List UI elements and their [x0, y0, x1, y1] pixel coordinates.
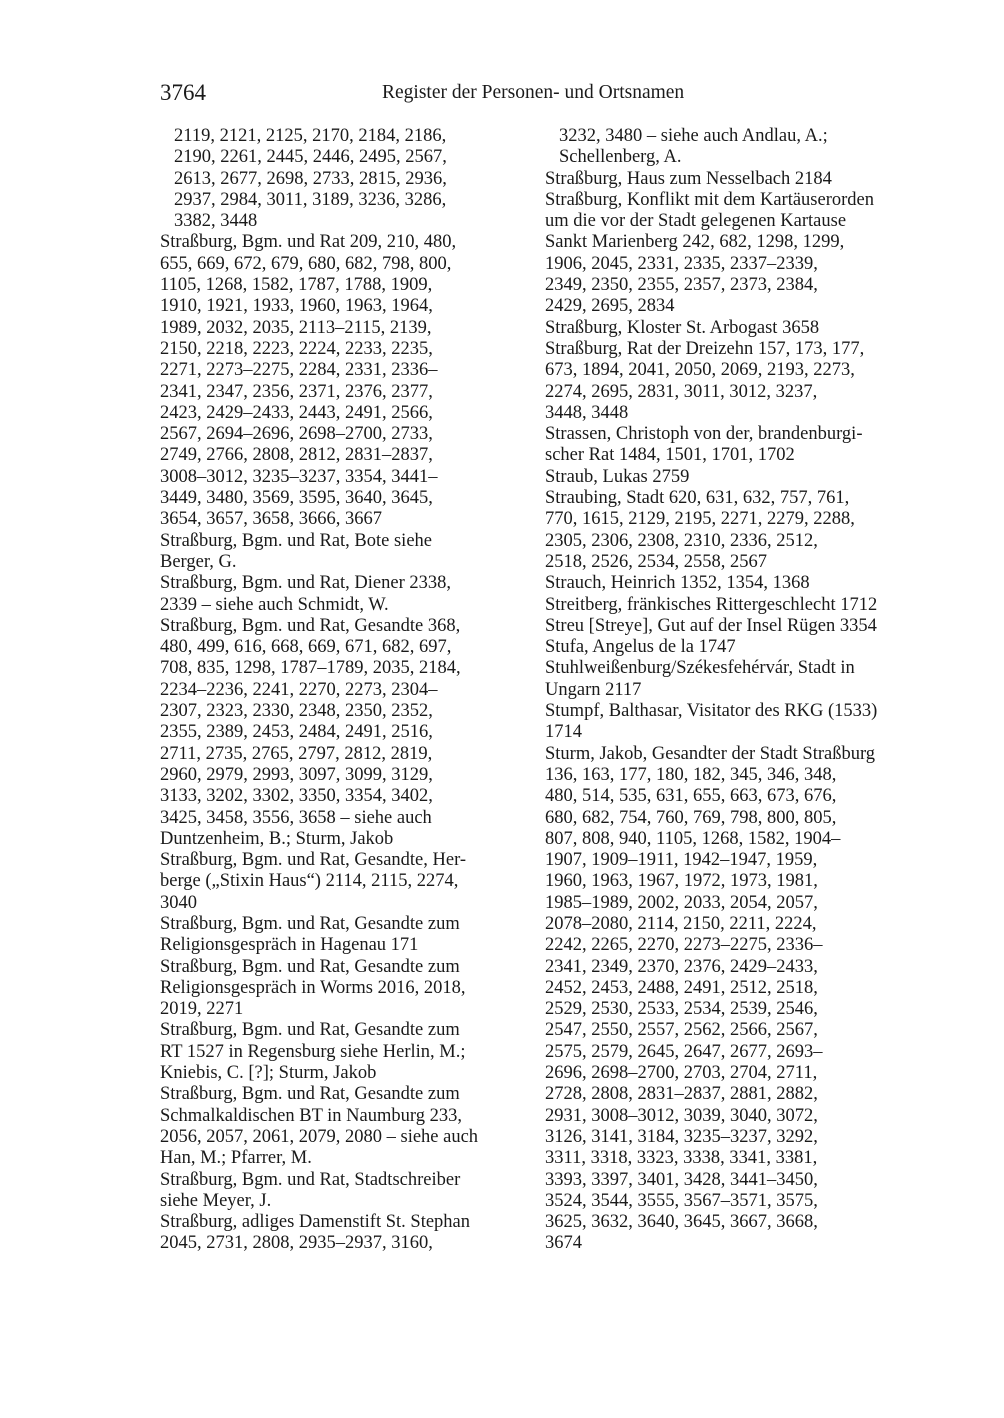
- index-entry-line: 3625, 3632, 3640, 3645, 3667, 3668,: [545, 1212, 818, 1233]
- index-entry-line: 2234–2236, 2241, 2270, 2273, 2304–: [160, 679, 438, 700]
- index-entry: [545, 424, 917, 467]
- index-entry-line: 2307, 2323, 2330, 2348, 2350, 2352,: [160, 701, 433, 722]
- index-column-right: [545, 126, 917, 1255]
- index-entry: [160, 232, 532, 530]
- index-entry-line: 136, 163, 177, 180, 182, 345, 346, 348,: [545, 764, 837, 785]
- index-entry-line: Schmalkaldischen BT in Naumburg 233,: [160, 1105, 462, 1126]
- index-entry-line: Straub, Lukas 2759: [545, 466, 690, 487]
- index-column-left: [160, 126, 532, 1255]
- index-entry-line: 3382, 3448: [174, 211, 258, 232]
- index-entry: [545, 318, 917, 339]
- index-entry-line: 2341, 2349, 2370, 2376, 2429–2433,: [545, 956, 818, 977]
- index-entry-line: 3425, 3458, 3556, 3658 – siehe auch: [160, 807, 432, 828]
- index-entry-line: Straßburg, Bgm. und Rat, Gesandte 368,: [160, 615, 461, 636]
- index-entry: [160, 1170, 532, 1213]
- index-entry: [545, 339, 917, 424]
- index-entry-line: 2341, 2347, 2356, 2371, 2376, 2377,: [160, 381, 433, 402]
- index-entry-line: 3654, 3657, 3658, 3666, 3667: [160, 509, 382, 530]
- index-entry-line: 2355, 2389, 2453, 2484, 2491, 2516,: [160, 722, 433, 743]
- index-entry-line: Straßburg, Bgm. und Rat, Gesandte zum: [160, 1084, 460, 1105]
- index-entry: [545, 190, 917, 318]
- index-entry: [545, 658, 917, 701]
- index-entry: [545, 637, 917, 658]
- index-entry-line: 2518, 2526, 2534, 2558, 2567: [545, 551, 767, 572]
- index-entry-line: RT 1527 in Regensburg siehe Herlin, M.;: [160, 1041, 466, 1062]
- index-entry-line: 3311, 3318, 3323, 3338, 3341, 3381,: [545, 1148, 818, 1169]
- index-entry: [160, 957, 532, 1021]
- index-entry-line: 1989, 2032, 2035, 2113–2115, 2139,: [160, 317, 432, 338]
- index-entry: [545, 467, 917, 488]
- index-entry-line: Straßburg, Bgm. und Rat, Gesandte, Her-: [160, 850, 467, 871]
- index-entry-line: 3674: [545, 1233, 582, 1254]
- index-entry: [545, 573, 917, 594]
- index-entry-line: 1714: [545, 722, 582, 743]
- index-entry-line: 2045, 2731, 2808, 2935–2937, 3160,: [160, 1233, 433, 1254]
- index-entry-line: Straßburg, Bgm. und Rat, Gesandte zum: [160, 956, 460, 977]
- index-entry-line: 2119, 2121, 2125, 2170, 2184, 2186,: [174, 126, 447, 146]
- index-entry-line: Straßburg, Kloster St. Arbogast 3658: [545, 317, 820, 338]
- index-entry: [160, 1212, 532, 1255]
- index-entry-line: 2960, 2979, 2993, 3097, 3099, 3129,: [160, 764, 433, 785]
- index-entry-line: Straßburg, Bgm. und Rat, Gesandte zum: [160, 1020, 460, 1041]
- index-entry-line: Stumpf, Balthasar, Visitator des RKG (1533): [545, 701, 878, 722]
- index-entry-line: Straßburg, Rat der Dreizehn 157, 173, 177,: [545, 338, 865, 359]
- index-entry-line: 3126, 3141, 3184, 3235–3237, 3292,: [545, 1126, 818, 1147]
- index-entry: [160, 573, 532, 616]
- index-entry-line: 2452, 2453, 2488, 2491, 2512, 2518,: [545, 977, 818, 998]
- page-header: [160, 80, 900, 110]
- index-entry-line: Straßburg, Haus zum Nesselbach 2184: [545, 168, 832, 189]
- index-entry-line: 2749, 2766, 2808, 2812, 2831–2837,: [160, 445, 433, 466]
- index-entry-line: 770, 1615, 2129, 2195, 2271, 2279, 2288,: [545, 509, 855, 530]
- index-entry: [545, 488, 917, 573]
- index-entry-line: Straßburg, Bgm. und Rat 209, 210, 480,: [160, 232, 457, 253]
- index-entry: [160, 850, 532, 914]
- index-entry-line: Streitberg, fränkisches Rittergeschlecht 1712: [545, 594, 878, 615]
- index-entry-line: 2575, 2579, 2645, 2647, 2677, 2693–: [545, 1041, 823, 1062]
- index-entry-line: 1105, 1268, 1582, 1787, 1788, 1909,: [160, 275, 433, 296]
- index-entry-line: Stufa, Angelus de la 1747: [545, 637, 736, 658]
- index-entry-line: 1906, 2045, 2331, 2335, 2337–2339,: [545, 253, 818, 274]
- index-entry-line: 680, 682, 754, 760, 769, 798, 800, 805,: [545, 807, 837, 828]
- index-entry-line: Strassen, Christoph von der, brandenburgi-: [545, 424, 863, 445]
- index-entry-line: 1960, 1963, 1967, 1972, 1973, 1981,: [545, 871, 818, 892]
- index-entry-line: 2567, 2694–2696, 2698–2700, 2733,: [160, 424, 433, 445]
- index-entry-line: 2305, 2306, 2308, 2310, 2336, 2512,: [545, 530, 818, 551]
- index-entry: [545, 595, 917, 616]
- index-entry-line: 2423, 2429–2433, 2443, 2491, 2566,: [160, 402, 433, 423]
- index-entry-line: 2242, 2265, 2270, 2273–2275, 2336–: [545, 935, 823, 956]
- index-entry-line: 3449, 3480, 3569, 3595, 3640, 3645,: [160, 488, 433, 509]
- index-entry-line: 2547, 2550, 2557, 2562, 2566, 2567,: [545, 1020, 818, 1041]
- index-entry-line: um die vor der Stadt gelegenen Kartause: [545, 211, 847, 232]
- index-entry-line: Sturm, Jakob, Gesandter der Stadt Straßburg: [545, 743, 876, 764]
- index-entry-line: 2931, 3008–3012, 3039, 3040, 3072,: [545, 1105, 818, 1126]
- index-entry-line: Straßburg, Bgm. und Rat, Gesandte zum: [160, 913, 460, 934]
- index-entry: [545, 616, 917, 637]
- index-entry-line: 708, 835, 1298, 1787–1789, 2035, 2184,: [160, 658, 461, 679]
- index-entry-line: 2271, 2273–2275, 2284, 2331, 2336–: [160, 360, 438, 381]
- index-entry-line: 673, 1894, 2041, 2050, 2069, 2193, 2273,: [545, 360, 855, 381]
- index-entry: [160, 1084, 532, 1169]
- index-entry-line: Straßburg, Bgm. und Rat, Bote siehe: [160, 530, 432, 551]
- index-entry-line: Straßburg, Konflikt mit dem Kartäuserorden: [545, 189, 874, 210]
- index-entry-line: Religionsgespräch in Worms 2016, 2018,: [160, 977, 466, 998]
- index-entry-line: 2529, 2530, 2533, 2534, 2539, 2546,: [545, 999, 818, 1020]
- index-entry-line: 2274, 2695, 2831, 3011, 3012, 3237,: [545, 381, 818, 402]
- index-entry-line: berge („Stixin Haus“) 2114, 2115, 2274,: [160, 871, 459, 892]
- index-entry-line: 807, 808, 940, 1105, 1268, 1582, 1904–: [545, 828, 841, 849]
- index-entry-line: 3448, 3448: [545, 402, 629, 423]
- index-entry-line: Straßburg, Bgm. und Rat, Stadtschreiber: [160, 1169, 461, 1190]
- index-entry-line: 1907, 1909–1911, 1942–1947, 1959,: [545, 850, 818, 871]
- index-entry-continuation: [160, 126, 532, 232]
- index-entry-line: Schellenberg, A.: [559, 147, 682, 168]
- index-entry: [545, 744, 917, 1255]
- index-entry-continuation: [545, 126, 917, 169]
- running-title: Register der Personen- und Ortsnamen: [382, 82, 685, 103]
- index-entry-line: Religionsgespräch in Hagenau 171: [160, 935, 419, 956]
- index-entry: [160, 914, 532, 957]
- index-entry-line: 3133, 3202, 3302, 3350, 3354, 3402,: [160, 786, 433, 807]
- index-entry-line: Sankt Marienberg 242, 682, 1298, 1299,: [545, 232, 845, 253]
- index-entry-line: 480, 499, 616, 668, 669, 671, 682, 697,: [160, 637, 452, 658]
- index-entry-line: Stuhlweißenburg/Székesfehérvár, Stadt in: [545, 658, 855, 679]
- index-entry-line: 1985–1989, 2002, 2033, 2054, 2057,: [545, 892, 818, 913]
- index-entry-line: 2078–2080, 2114, 2150, 2211, 2224,: [545, 913, 817, 934]
- index-entry: [545, 701, 917, 744]
- index-entry-line: 2429, 2695, 2834: [545, 296, 675, 317]
- index-entry-line: 2349, 2350, 2355, 2357, 2373, 2384,: [545, 275, 818, 296]
- index-entry-line: 2937, 2984, 3011, 3189, 3236, 3286,: [174, 189, 447, 210]
- index-entry: [545, 169, 917, 190]
- index-entry-line: 2190, 2261, 2445, 2446, 2495, 2567,: [174, 147, 447, 168]
- index-entry-line: 3008–3012, 3235–3237, 3354, 3441–: [160, 466, 438, 487]
- index-entry-line: siehe Meyer, J.: [160, 1190, 272, 1211]
- index-entry-line: Straubing, Stadt 620, 631, 632, 757, 761,: [545, 488, 850, 509]
- index-entry-line: Straßburg, Bgm. und Rat, Diener 2338,: [160, 573, 452, 594]
- index-entry-line: Berger, G.: [160, 551, 237, 572]
- index-entry-line: Han, M.; Pfarrer, M.: [160, 1148, 312, 1169]
- index-entry: [160, 531, 532, 574]
- index-entry-line: 2711, 2735, 2765, 2797, 2812, 2819,: [160, 743, 433, 764]
- index-entry-line: 2339 – siehe auch Schmidt, W.: [160, 594, 389, 615]
- index-entry-line: 2696, 2698–2700, 2703, 2704, 2711,: [545, 1063, 818, 1084]
- index-entry-line: 3393, 3397, 3401, 3428, 3441–3450,: [545, 1169, 818, 1190]
- index-entry-line: scher Rat 1484, 1501, 1701, 1702: [545, 445, 795, 466]
- index-entry-line: 2728, 2808, 2831–2837, 2881, 2882,: [545, 1084, 818, 1105]
- index-entry-line: Kniebis, C. [?]; Sturm, Jakob: [160, 1063, 377, 1084]
- index-entry-line: Streu [Streye], Gut auf der Insel Rügen 3354: [545, 615, 877, 636]
- index-entry-line: 3524, 3544, 3555, 3567–3571, 3575,: [545, 1190, 818, 1211]
- index-entry-line: 2613, 2677, 2698, 2733, 2815, 2936,: [174, 168, 447, 189]
- index-entry-line: 480, 514, 535, 631, 655, 663, 673, 676,: [545, 786, 837, 807]
- index-entry-line: 1910, 1921, 1933, 1960, 1963, 1964,: [160, 296, 433, 317]
- index-entry-line: 2150, 2218, 2223, 2224, 2233, 2235,: [160, 338, 433, 359]
- index-entry-line: 655, 669, 672, 679, 680, 682, 798, 800,: [160, 253, 452, 274]
- index-entry-line: 2019, 2271: [160, 999, 244, 1020]
- index-entry-line: 3232, 3480 – siehe auch Andlau, A.;: [559, 126, 828, 146]
- index-entry: [160, 1020, 532, 1084]
- index-entry-line: Straßburg, adliges Damenstift St. Stephan: [160, 1212, 471, 1233]
- index-entry-line: Strauch, Heinrich 1352, 1354, 1368: [545, 573, 810, 594]
- index-entry: [160, 616, 532, 850]
- index-entry-line: 3040: [160, 892, 197, 913]
- index-entry-line: 2056, 2057, 2061, 2079, 2080 – siehe auch: [160, 1126, 479, 1147]
- index-entry-line: Ungarn 2117: [545, 679, 642, 700]
- page-number: 3764: [160, 80, 206, 105]
- index-entry-line: Duntzenheim, B.; Sturm, Jakob: [160, 828, 394, 849]
